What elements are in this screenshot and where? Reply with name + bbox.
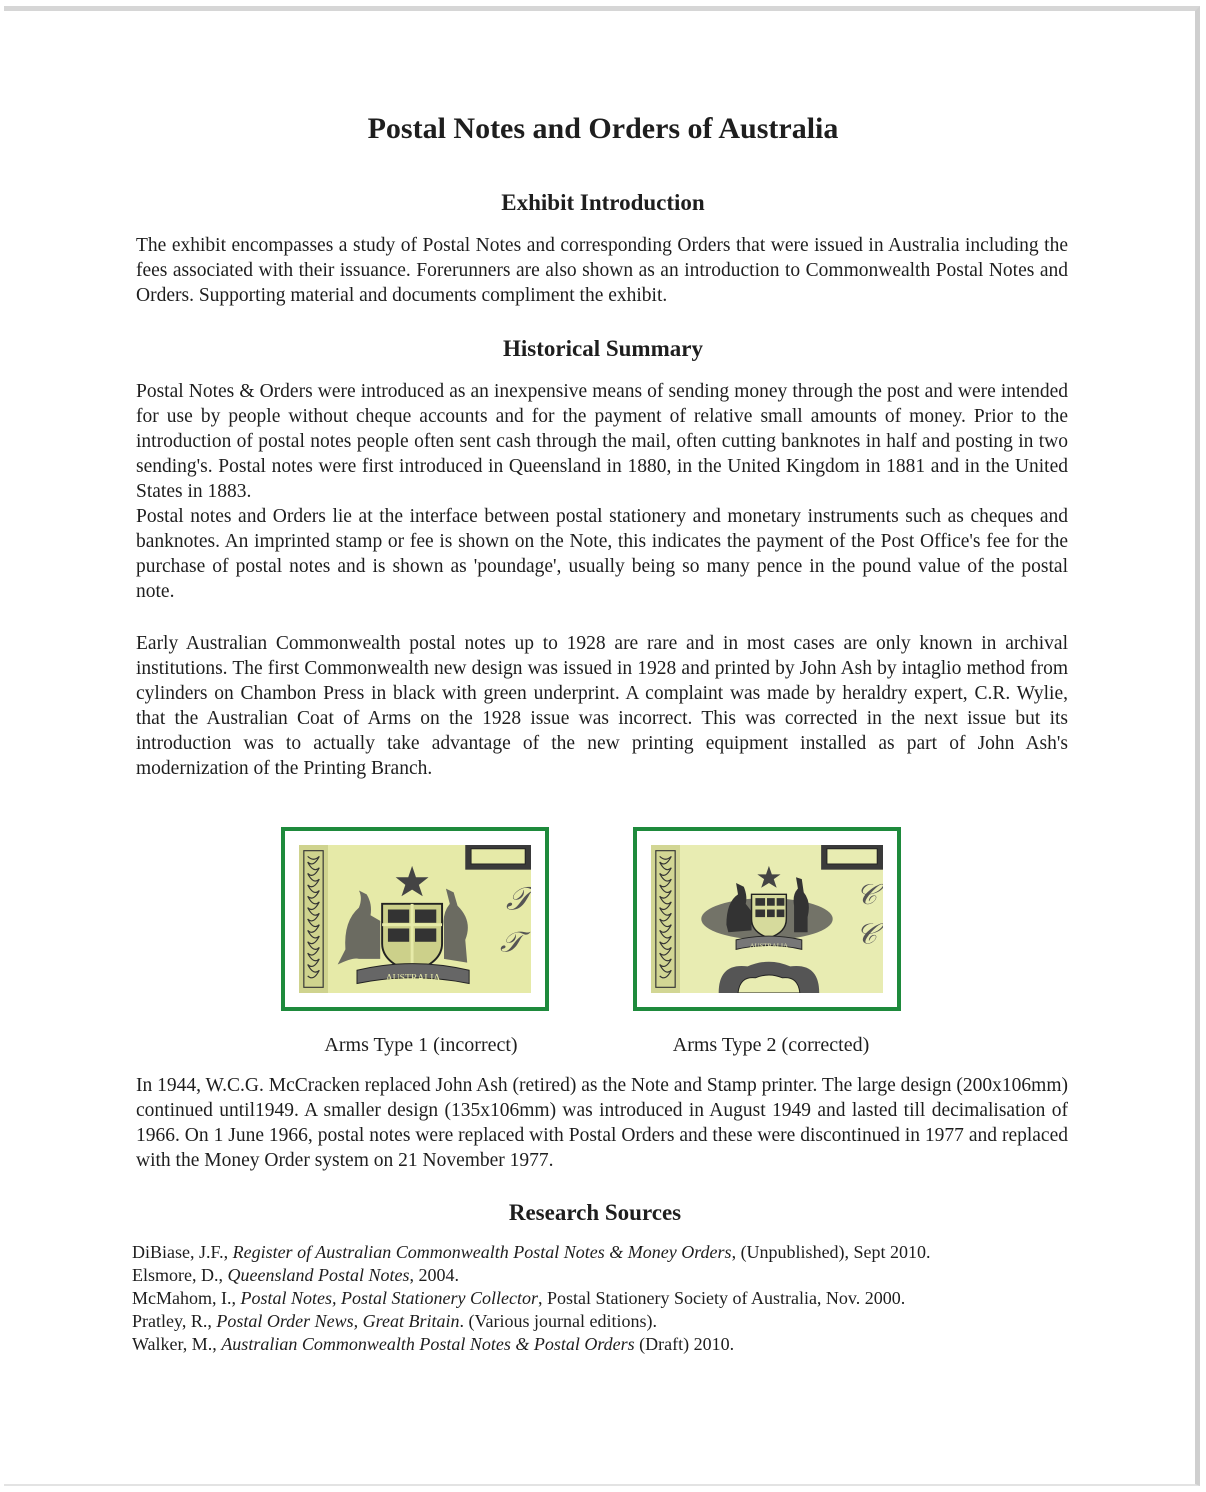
- svg-text:𝒞: 𝒞: [855, 879, 878, 911]
- arms-type-1-illustration: [299, 845, 531, 993]
- sources-list: [132, 1241, 1092, 1356]
- arms-type-1-image: [281, 827, 549, 1011]
- history-paragraph-1: Postal Notes & Orders were introduced as an inexpensive means of sending money through the post and were intended for use by people without cheque accounts and for the payment of relative small amounts of money. Prior to the introduction of postal notes people often sent cash through the mail, often cutting banknotes in half and posting in two sending's. Postal notes were first introduced in Queensland in 1880, in the United Kingdom in 1881 and in the United States in 1883.: [136, 381, 1068, 502]
- svg-text:𝒯: 𝒯: [505, 881, 531, 918]
- history-paragraph-3: Early Australian Commonwealth postal notes up to 1928 are rare and in most cases are only known in archival institutions. The first Commonwealth new design was issued in 1928 and printed by John Ash by intaglio method from cylinders on Chambon Press in black with green underprint. A complaint was made by heraldry expert, C.R. Wylie, that the Australian Coat of Arms on the 1928 issue was incorrect. This was corrected in the next issue but its introduction was to actually take advantage of the new printing equipment installed as part of John Ash's modernization of the Printing Branch.: [136, 633, 1068, 779]
- arms-type-1-caption: Arms Type 1 (incorrect): [324, 1034, 518, 1056]
- history-heading: Historical Summary: [503, 336, 703, 361]
- source-item: McMahom, I., Postal Notes, Postal Stationery Collector, Postal Stationery Society of Australia, Nov. 2000.: [132, 1288, 906, 1308]
- svg-text:𝒞: 𝒞: [855, 918, 878, 951]
- source-item: Pratley, R., Postal Order News, Great Britain. (Various journal editions).: [132, 1311, 657, 1331]
- intro-paragraph: The exhibit encompasses a study of Postal Notes and corresponding Orders that were issued in Australia including the fees associated with their issuance. Forerunners are also shown as an introduction to Commonwealth Postal Notes and Orders. Supporting material and documents compliment the exhibit.: [136, 235, 1068, 306]
- arms-2-scroll-text: AUSTRALIA: [749, 942, 789, 950]
- arms-type-2-illustration: [651, 845, 883, 993]
- history-paragraph-2: Postal notes and Orders lie at the interface between postal stationery and monetary instruments such as cheques and banknotes. An imprinted stamp or fee is shown on the Note, this indicates the payment of the Post Office's fee for the purchase of postal notes and is shown as 'poundage', usually being so many pence in the pound value of the postal note.: [136, 506, 1068, 602]
- arms-1-scroll-text: AUSTRALIA: [385, 972, 441, 984]
- later-history-paragraph: In 1944, W.C.G. McCracken replaced John Ash (retired) as the Note and Stamp printer. The large design (200x106mm) continued until1949. A smaller design (135x106mm) was introduced in August 1949 and lasted till decimalisation of 1966. On 1 June 1966, postal notes were replaced with Postal Orders and these were discontinued in 1977 and replaced with the Money Order system on 21 November 1977.: [136, 1075, 1068, 1171]
- source-item: Elsmore, D., Queensland Postal Notes, 2004.: [132, 1265, 459, 1285]
- arms-type-2-caption: Arms Type 2 (corrected): [672, 1034, 870, 1056]
- sources-heading: Research Sources: [508, 1200, 682, 1225]
- page-title: Postal Notes and Orders of Australia: [367, 112, 839, 145]
- intro-heading: Exhibit Introduction: [501, 190, 705, 215]
- arms-type-2-image: [633, 827, 901, 1011]
- source-item: DiBiase, J.F., Register of Australian Commonwealth Postal Notes & Money Orders, (Unpublished), Sept 2010.: [132, 1242, 931, 1262]
- svg-text:𝒯: 𝒯: [500, 926, 523, 959]
- source-item: Walker, M., Australian Commonwealth Postal Notes & Postal Orders (Draft) 2010.: [132, 1334, 735, 1354]
